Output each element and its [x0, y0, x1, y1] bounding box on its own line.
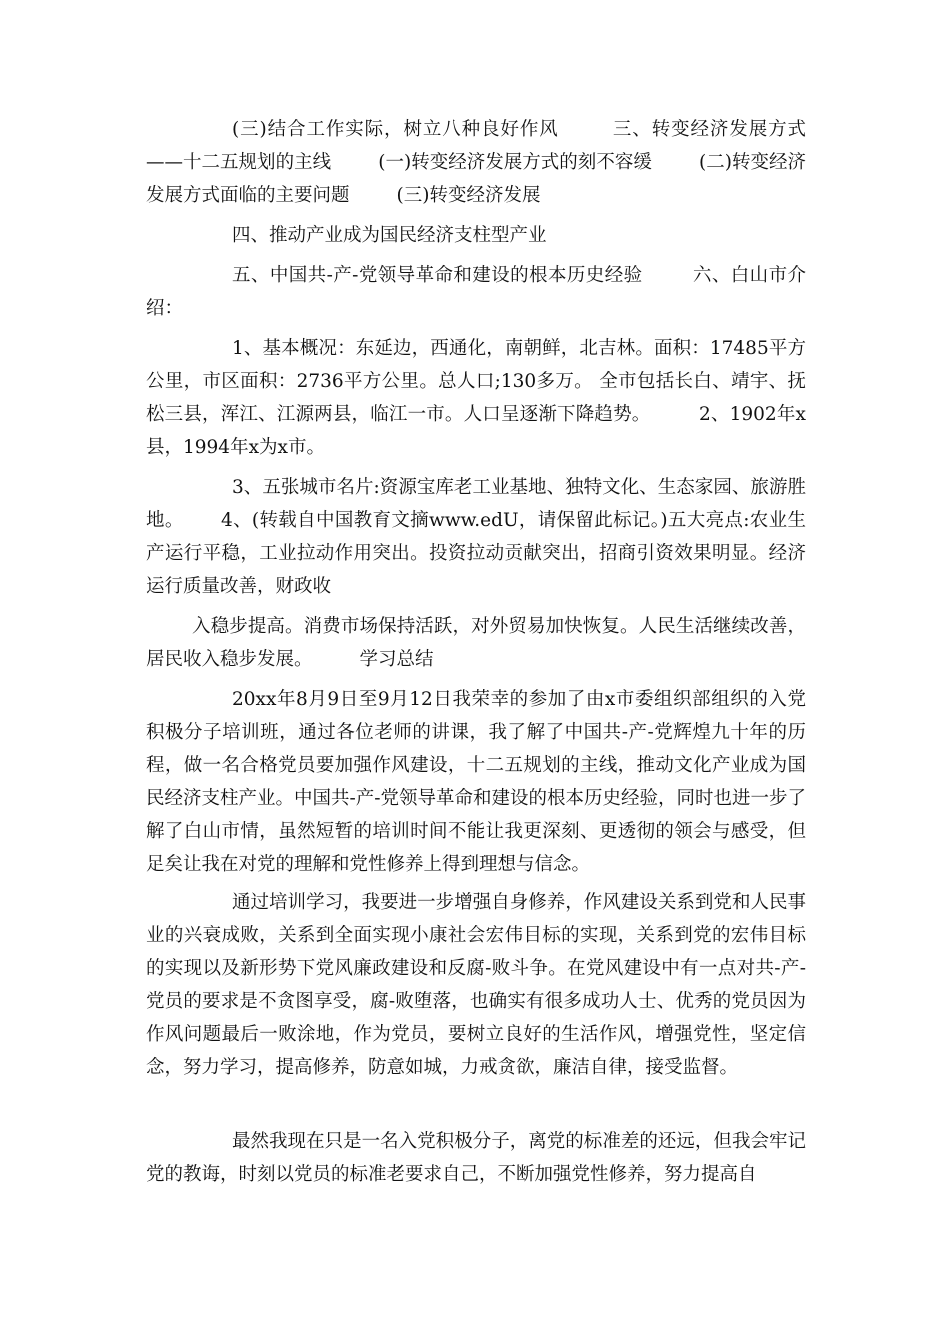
paragraph-work-style: (三)结合工作实际，树立八种良好作风 三、转变经济发展方式——十二五规划的主线 (一)转变经济发展方式的刻不容缓 (二)转变经济发展方式面临的主要问题 (三)转变经济发展 — [146, 119, 806, 206]
paragraph-baishan-overview: 1、基本概况：东延边，西通化，南朝鲜，北吉林。面积：17485平方公里，市区面积：2736平方公里。总人口;130多万。 全市包括长白、靖宇、抚松三县，浑江、江源两县，临江一市。人口呈逐渐下降趋势。 2、1902年x县，1994年x为x市。 — [146, 338, 806, 458]
paragraph-commitment: 最然我现在只是一名入党积极分子，离党的标准差的还远，但我会牢记党的教诲，时刻以党员的标准老要求自己，不断加强党性修养，努力提高自 — [146, 1131, 806, 1185]
paragraph-party-history: 五、中国共-产-党领导革命和建设的根本历史经验 六、白山市介绍： — [146, 265, 806, 319]
paragraph-income-summary: 入稳步提高。消费市场保持活跃，对外贸易加快恢复。人民生活继续改善，居民收入稳步发展。 学习总结 — [146, 616, 806, 670]
paragraph-self-cultivation: 通过培训学习，我要进一步增强自身修养，作风建设关系到党和人民事业的兴衰成败，关系到全面实现小康社会宏伟目标的实现，关系到党的宏伟目标的实现以及新形势下党风廉政建设和反腐-败斗争。在党风建设中有一点对共-产-党员的要求是不贪图享受，腐-败堕落，也确实有很多成功人士、优秀的党员因为作风问题最后一败涂地，作为党员，要树立良好的生活作风，增强党性，坚定信念，努力学习，提高修养，防意如城，力戒贪欲，廉洁自律，接受监督。 — [146, 892, 806, 1078]
paragraph-industry-pillar: 四、推动产业成为国民经济支柱型产业 — [232, 225, 547, 246]
paragraph-training-summary: 20xx年8月9日至9月12日我荣幸的参加了由x市委组织部组织的入党积极分子培训班，通过各位老师的讲课，我了解了中国共-产-党辉煌九十年的历程，做一名合格党员要加强作风建设，十二五规划的主线，推动文化产业成为国民经济支柱产业。中国共-产-党领导革命和建设的根本历史经验，同时也进一步了解了白山市情，虽然短暂的培训时间不能让我更深刻、更透彻的领会与感受，但足矣让我在对党的理解和党性修养上得到理想与信念。 — [146, 689, 807, 875]
paragraph-city-cards: 3、五张城市名片:资源宝库老工业基地、独特文化、生态家园、旅游胜地。 4、(转载自中国教育文摘www.edU，请保留此标记。)五大亮点:农业生产运行平稳，工业拉动作用突出。投资拉动贡献突出，招商引资效果明显。经济运行质量改善，财政收 — [146, 477, 806, 597]
